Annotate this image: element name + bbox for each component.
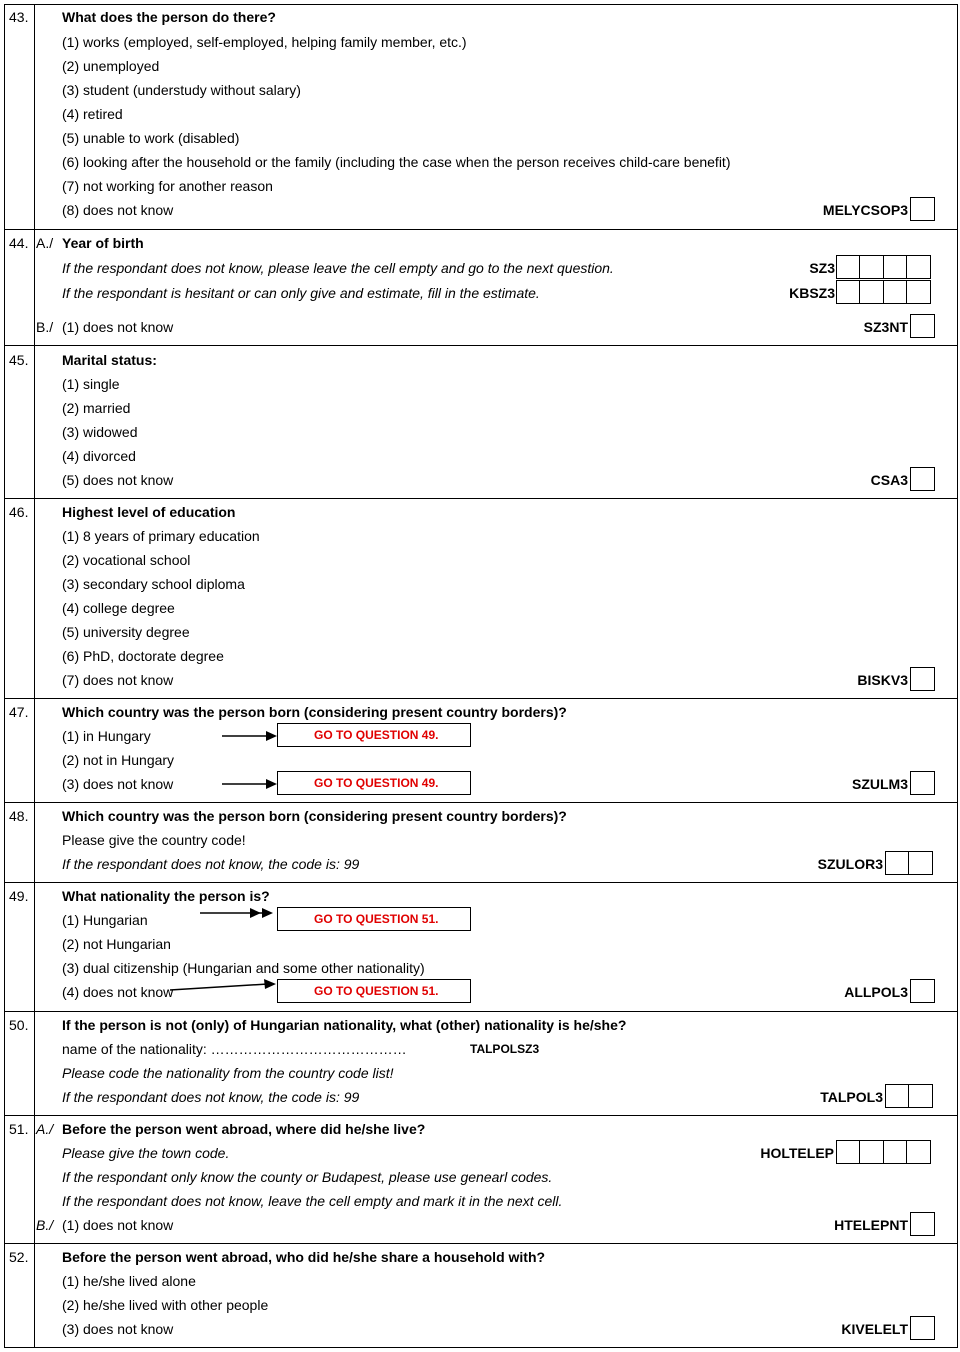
q48-line-1: Please give the country code!: [62, 832, 246, 848]
q45-option-1: (1) single: [62, 376, 120, 392]
q52-option-1: (1) he/she lived alone: [62, 1273, 196, 1289]
q49-answer-box[interactable]: [910, 979, 935, 1003]
q48-code-digit-2[interactable]: [908, 851, 933, 875]
q52-option-3: (3) does not know: [62, 1321, 174, 1337]
separator-45-46: [4, 498, 958, 499]
q51-town-boxes[interactable]: [837, 1140, 931, 1164]
q49-number: 49.: [9, 888, 29, 904]
q47-option-1: (1) in Hungary: [62, 728, 151, 744]
q43-option-8: (8) does not know: [62, 202, 174, 218]
q45-option-5: (5) does not know: [62, 472, 174, 488]
q43-answer-box[interactable]: [910, 197, 935, 221]
q47-variable-code: SZULM3: [852, 776, 908, 792]
q43-option-3: (3) student (understudy without salary): [62, 82, 301, 98]
q47-number: 47.: [9, 704, 29, 720]
q48-variable-code: SZULOR3: [817, 856, 883, 872]
q43-option-6: (6) looking after the household or the family (including the case when the person receives child-care benefit): [62, 154, 731, 170]
q50-variable-code: TALPOL3: [820, 1089, 883, 1105]
q45-option-2: (2) married: [62, 400, 131, 416]
q51-code-not-know: HTELEPNT: [834, 1217, 908, 1233]
q51-town-digit-2[interactable]: [859, 1140, 884, 1164]
q45-answer-box[interactable]: [910, 467, 935, 491]
q51-not-know-box[interactable]: [910, 1212, 935, 1236]
q46-answer-box[interactable]: [910, 667, 935, 691]
q44-part-b-label: B./: [36, 319, 54, 335]
q45-number: 45.: [9, 352, 29, 368]
q50-number: 50.: [9, 1017, 29, 1033]
q44-title: Year of birth: [62, 235, 144, 251]
q51-part-b-label: B./: [36, 1217, 54, 1233]
q44-year-digit-4[interactable]: [906, 255, 931, 279]
q49-goto-1: GO TO QUESTION 51.: [277, 907, 471, 931]
q43-variable-code: MELYCSOP3: [822, 202, 908, 218]
q44-not-know-box[interactable]: [910, 314, 935, 338]
q44-estimate-digit-4[interactable]: [906, 280, 931, 304]
q48-code-boxes[interactable]: [886, 851, 933, 875]
q50-nationality-code: TALPOLSZ3: [470, 1042, 540, 1056]
q47-title: Which country was the person born (considering present country borders)?: [62, 704, 567, 720]
q46-option-7: (7) does not know: [62, 672, 174, 688]
q46-option-1: (1) 8 years of primary education: [62, 528, 260, 544]
q48-code-digit-1[interactable]: [885, 851, 910, 875]
q49-option-1: (1) Hungarian: [62, 912, 148, 928]
q47-answer-box[interactable]: [910, 771, 935, 795]
number-column-divider: [34, 4, 35, 1348]
q44-year-boxes[interactable]: [837, 255, 931, 279]
q49-option-2: (2) not Hungarian: [62, 936, 171, 952]
q46-number: 46.: [9, 504, 29, 520]
q49-arrow-4-icon: [170, 978, 278, 996]
q43-title: What does the person do there?: [62, 9, 276, 25]
q44-option-b: (1) does not know: [62, 319, 174, 335]
q50-code-digit-1[interactable]: [885, 1084, 910, 1108]
q44-number: 44.: [9, 235, 29, 251]
q51-line-3: If the respondant does not know, leave the cell empty and mark it in the next cell.: [62, 1193, 563, 1209]
q47-arrow-1-icon: [222, 727, 278, 745]
q46-title: Highest level of education: [62, 504, 236, 520]
q43-number: 43.: [9, 9, 29, 25]
separator-51-52: [4, 1243, 958, 1244]
q51-line-1: Please give the town code.: [62, 1145, 230, 1161]
q48-line-2: If the respondant does not know, the code is: 99: [62, 856, 360, 872]
q51-option-b: (1) does not know: [62, 1217, 174, 1233]
q44-year-digit-2[interactable]: [859, 255, 884, 279]
q44-code-not-know: SZ3NT: [863, 319, 908, 335]
q44-estimate-digit-1[interactable]: [836, 280, 861, 304]
separator-44-45: [4, 345, 958, 346]
q46-option-2: (2) vocational school: [62, 552, 191, 568]
q51-line-2: If the respondant only know the county or Budapest, please use genearl codes.: [62, 1169, 553, 1185]
q43-option-1: (1) works (employed, self-employed, helping family member, etc.): [62, 34, 467, 50]
q43-option-5: (5) unable to work (disabled): [62, 130, 240, 146]
q50-line-2: Please code the nationality from the country code list!: [62, 1065, 394, 1081]
q44-estimate-digit-3[interactable]: [883, 280, 908, 304]
q51-code-town: HOLTELEP: [760, 1145, 834, 1161]
q50-nationality-line[interactable]: name of the nationality: ……………………………………: [62, 1041, 407, 1057]
q44-code-year: SZ3: [809, 260, 835, 276]
q44-code-estimate: KBSZ3: [789, 285, 835, 301]
q47-arrow-3-icon: [222, 775, 278, 793]
q44-estimate-boxes[interactable]: [837, 280, 931, 304]
q51-town-digit-3[interactable]: [883, 1140, 908, 1164]
q43-option-7: (7) not working for another reason: [62, 178, 273, 194]
q49-title: What nationality the person is?: [62, 888, 270, 904]
q45-variable-code: CSA3: [870, 472, 908, 488]
q50-code-digit-2[interactable]: [908, 1084, 933, 1108]
separator-47-48: [4, 802, 958, 803]
q46-option-4: (4) college degree: [62, 600, 175, 616]
q46-option-5: (5) university degree: [62, 624, 190, 640]
q44-year-digit-1[interactable]: [836, 255, 861, 279]
q44-estimate-digit-2[interactable]: [859, 280, 884, 304]
q48-number: 48.: [9, 808, 29, 824]
q43-option-4: (4) retired: [62, 106, 123, 122]
q51-town-digit-4[interactable]: [906, 1140, 931, 1164]
q47-option-3: (3) does not know: [62, 776, 174, 792]
q50-line-3: If the respondant does not know, the code is: 99: [62, 1089, 360, 1105]
q49-option-4: (4) does not know: [62, 984, 174, 1000]
q52-option-2: (2) he/she lived with other people: [62, 1297, 269, 1313]
q50-title: If the person is not (only) of Hungarian nationality, what (other) nationality is he/she?: [62, 1017, 627, 1033]
q45-option-4: (4) divorced: [62, 448, 136, 464]
separator-46-47: [4, 698, 958, 699]
q44-part-a-label: A./: [36, 235, 54, 251]
q43-option-2: (2) unemployed: [62, 58, 160, 74]
q49-option-3: (3) dual citizenship (Hungarian and some other nationality): [62, 960, 425, 976]
q52-number: 52.: [9, 1249, 29, 1265]
q51-title: Before the person went abroad, where did he/she live?: [62, 1121, 426, 1137]
q45-title: Marital status:: [62, 352, 157, 368]
q49-variable-code: ALLPOL3: [844, 984, 908, 1000]
q51-part-a-label: A./: [36, 1121, 54, 1137]
q51-number: 51.: [9, 1121, 29, 1137]
q46-option-3: (3) secondary school diploma: [62, 576, 245, 592]
q46-variable-code: BISKV3: [857, 672, 908, 688]
separator-50-51: [4, 1115, 958, 1116]
q44-note-2: If the respondant is hesitant or can only give and estimate, fill in the estimate.: [62, 285, 540, 301]
q44-year-digit-3[interactable]: [883, 255, 908, 279]
q49-arrow-1-icon: [200, 904, 276, 922]
separator-43-44: [4, 229, 958, 230]
q47-option-2: (2) not in Hungary: [62, 752, 175, 768]
separator-49-50: [4, 1011, 958, 1012]
q45-option-3: (3) widowed: [62, 424, 138, 440]
q47-goto-3: GO TO QUESTION 49.: [277, 771, 471, 795]
q48-title: Which country was the person born (considering present country borders)?: [62, 808, 567, 824]
separator-48-49: [4, 882, 958, 883]
q49-goto-4: GO TO QUESTION 51.: [277, 979, 471, 1003]
q52-title: Before the person went abroad, who did he/she share a household with?: [62, 1249, 546, 1265]
q44-note-1: If the respondant does not know, please leave the cell empty and go to the next question.: [62, 260, 614, 276]
q52-variable-code: KIVELELT: [841, 1321, 908, 1337]
q46-option-6: (6) PhD, doctorate degree: [62, 648, 224, 664]
q47-goto-1: GO TO QUESTION 49.: [277, 723, 471, 747]
q52-answer-box[interactable]: [910, 1316, 935, 1340]
q50-code-boxes[interactable]: [886, 1084, 933, 1108]
q51-town-digit-1[interactable]: [836, 1140, 861, 1164]
